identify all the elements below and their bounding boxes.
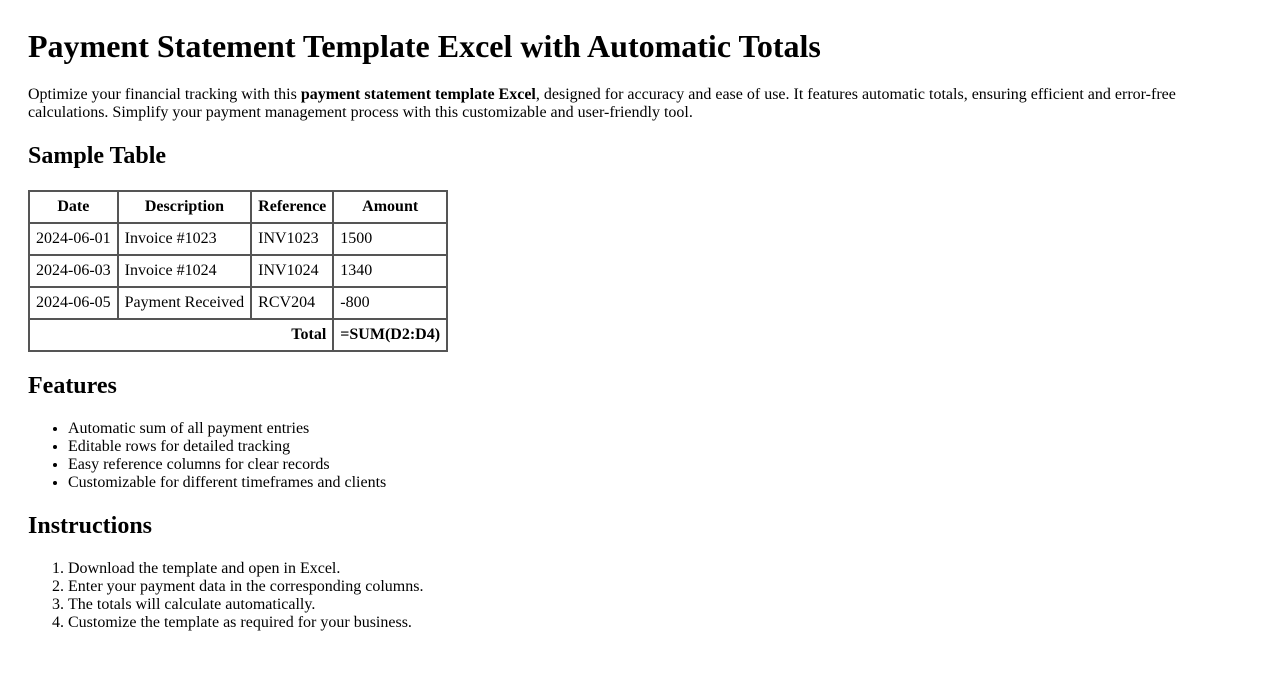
- total-label: Total: [29, 319, 333, 351]
- list-item: • Automatic sum of all payment entries: [68, 420, 1250, 438]
- cell-amount: 1340: [333, 255, 447, 287]
- features-list: [28, 420, 1250, 492]
- cell-date: 2024-06-01: [29, 223, 118, 255]
- cell-description: Invoice #1023: [118, 223, 252, 255]
- cell-reference: INV1024: [251, 255, 333, 287]
- list-item: • Editable rows for detailed tracking: [68, 438, 1250, 456]
- column-header-date: Date: [29, 191, 118, 223]
- intro-paragraph: [28, 86, 1250, 122]
- table-row: [29, 287, 447, 319]
- features-heading: Features: [28, 373, 117, 399]
- list-item: 2. Enter your payment data in the corresponding columns.: [68, 578, 1250, 596]
- list-item: 3. The totals will calculate automatically.: [68, 596, 1250, 614]
- list-item: • Easy reference columns for clear records: [68, 456, 1250, 474]
- intro-text-after: , designed for accuracy and ease of use. It features automatic totals, ensuring efficient and error-free calculations. Simplify your payment management process with this customizable and user-friendly tool.: [28, 86, 1176, 121]
- table-total-row: [29, 319, 447, 351]
- intro-text-before: Optimize your financial tracking with this: [28, 86, 301, 103]
- column-header-reference: Reference: [251, 191, 333, 223]
- table-row: [29, 255, 447, 287]
- cell-date: 2024-06-05: [29, 287, 118, 319]
- document-page: [0, 28, 1278, 632]
- column-header-amount: Amount: [333, 191, 447, 223]
- table-header-row: [29, 191, 447, 223]
- cell-description: Invoice #1024: [118, 255, 252, 287]
- column-header-description: Description: [118, 191, 252, 223]
- sample-table-heading: Sample Table: [28, 143, 167, 169]
- cell-description: Payment Received: [118, 287, 252, 319]
- table-row: [29, 223, 447, 255]
- cell-amount: -800: [333, 287, 447, 319]
- list-item: • Customizable for different timeframes and clients: [68, 474, 1250, 492]
- cell-reference: INV1023: [251, 223, 333, 255]
- sample-table: [28, 190, 448, 352]
- intro-bold-keyword: payment statement template Excel: [300, 86, 536, 103]
- cell-amount: 1500: [333, 223, 447, 255]
- page-title: Payment Statement Template Excel with Automatic Totals: [28, 28, 821, 64]
- instructions-heading: Instructions: [28, 513, 153, 539]
- instructions-list: [28, 560, 1250, 632]
- list-item: 4. Customize the template as required for your business.: [68, 614, 1250, 632]
- list-item: 1. Download the template and open in Excel.: [68, 560, 1250, 578]
- cell-date: 2024-06-03: [29, 255, 118, 287]
- cell-reference: RCV204: [251, 287, 333, 319]
- total-value: =SUM(D2:D4): [333, 319, 447, 351]
